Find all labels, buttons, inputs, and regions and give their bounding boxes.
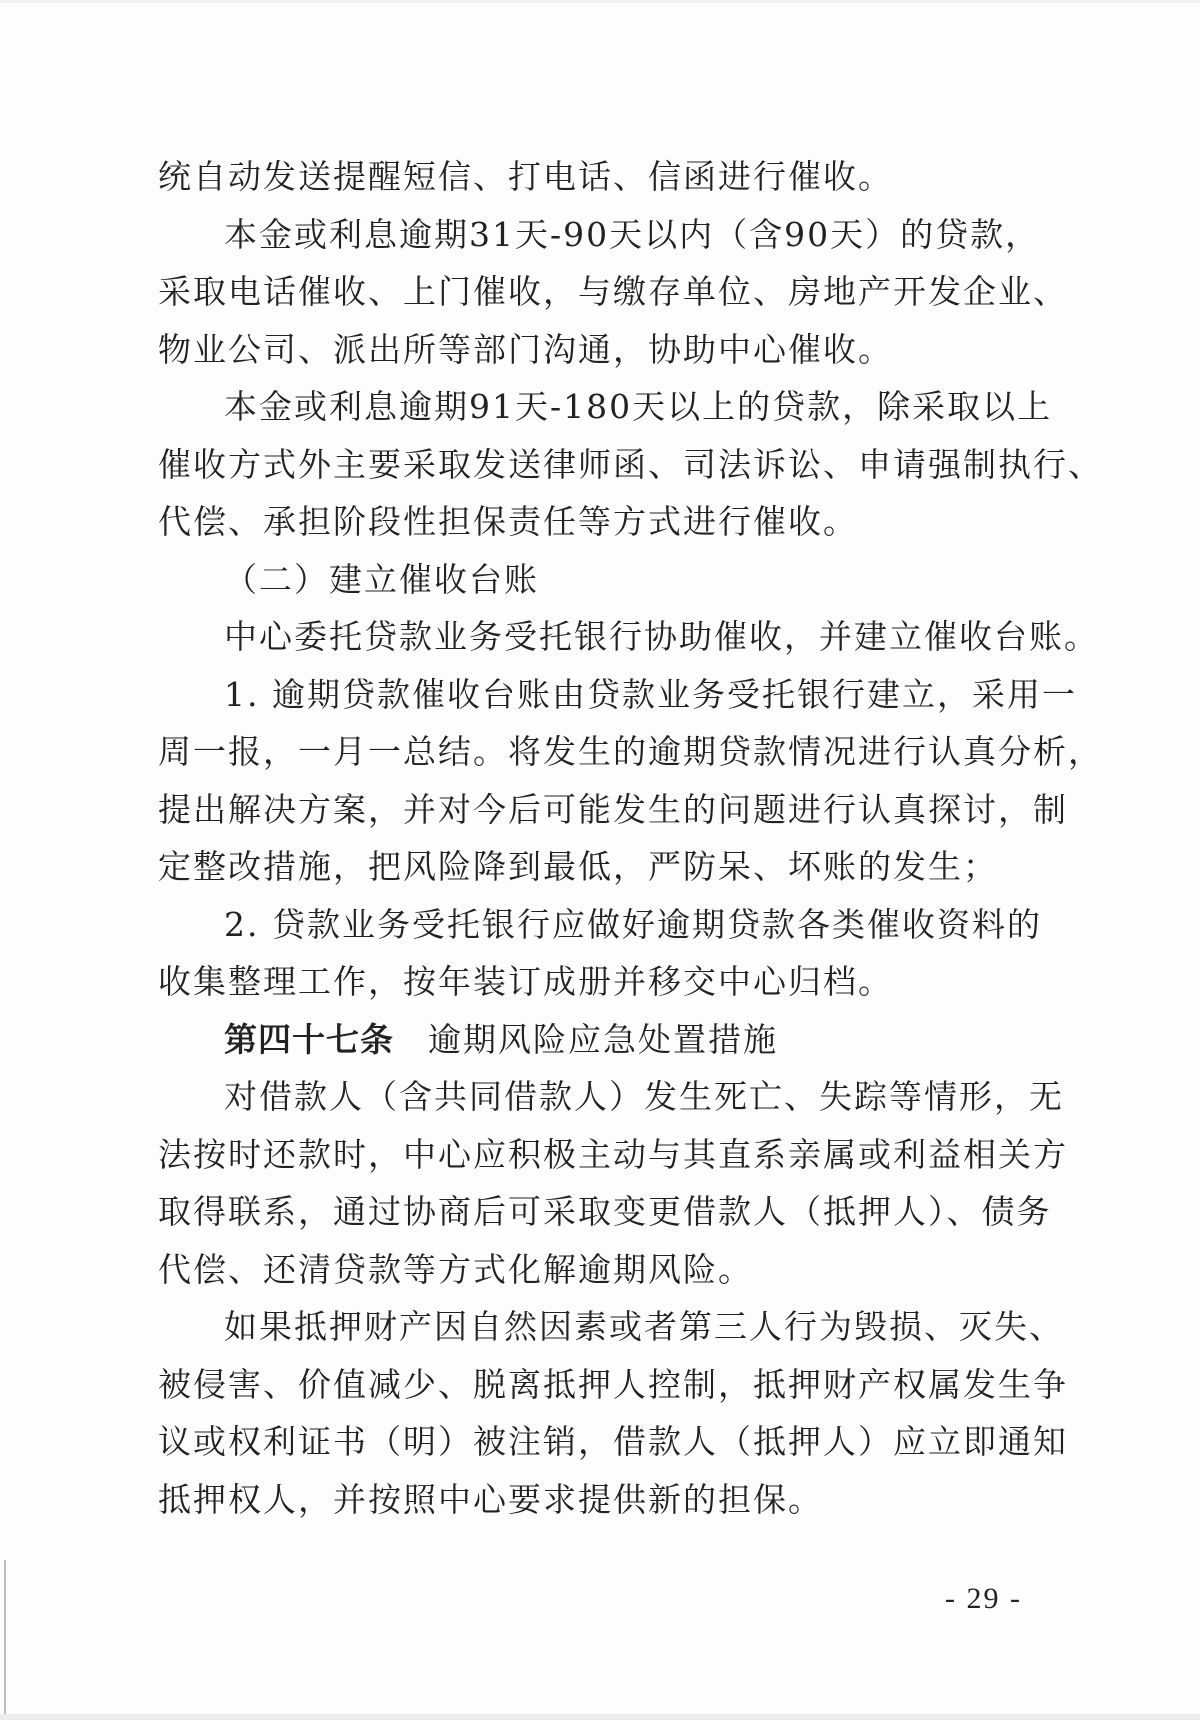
text-line: 本金或利息逾期31天-90天以内（含90天）的贷款， bbox=[224, 214, 1041, 254]
text-line: 如果抵押财产因自然因素或者第三人行为毁损、灭失、 bbox=[224, 1307, 1064, 1346]
text-line: 抵押权人，并按照中心要求提供新的担保。 bbox=[158, 1479, 823, 1519]
text-line: 议或权利证书（明）被注销，借款人（抵押人）应立即通知 bbox=[158, 1422, 1068, 1461]
document-body bbox=[158, 148, 1103, 1528]
text-line: 统自动发送提醒短信、打电话、信函进行催收。 bbox=[158, 157, 893, 196]
page-number: - 29 - bbox=[945, 1582, 1022, 1615]
text-line: 被侵害、价值减少、脱离抵押人控制，抵押财产权属发生争 bbox=[158, 1364, 1068, 1404]
text-line: 提出解决方案，并对今后可能发生的问题进行认真探讨，制 bbox=[158, 789, 1068, 829]
text-line: 中心委托贷款业务受托银行协助催收，并建立催收台账。 bbox=[224, 617, 1099, 656]
text-line: 催收方式外主要采取发送律师函、司法诉讼、申请强制执行、 bbox=[158, 444, 1103, 484]
text-line: 采取电话催收、上门催收，与缴存单位、房地产开发企业、 bbox=[158, 272, 1068, 311]
text-line: 代偿、承担阶段性担保责任等方式进行催收。 bbox=[158, 502, 858, 541]
scan-edge-left bbox=[4, 1560, 6, 1720]
scan-edge-bottom bbox=[0, 1714, 1200, 1720]
scan-edge-top bbox=[0, 0, 1200, 3]
text-line: 对借款人（含共同借款人）发生死亡、失踪等情形，无 bbox=[224, 1077, 1064, 1116]
text-line: 定整改措施，把风险降到最低，严防呆、坏账的发生； bbox=[158, 847, 998, 886]
text-line: 取得联系，通过协商后可采取变更借款人（抵押人）、债务 bbox=[158, 1192, 1052, 1231]
text-line: 物业公司、派出所等部门沟通，协助中心催收。 bbox=[158, 329, 893, 369]
text-line: 1. 逾期贷款催收台账由贷款业务受托银行建立，采用一 bbox=[224, 674, 1077, 714]
text-line: 本金或利息逾期91天-180天以上的贷款，除采取以上 bbox=[224, 387, 1053, 426]
text-line: 代偿、还清贷款等方式化解逾期风险。 bbox=[158, 1249, 753, 1289]
text-line: 周一报，一月一总结。将发生的逾期贷款情况进行认真分析， bbox=[158, 732, 1103, 771]
article-heading bbox=[158, 1011, 1018, 1069]
text-line: 收集整理工作，按年装订成册并移交中心归档。 bbox=[158, 962, 893, 1001]
article-title: 逾期风险应急处置措施 bbox=[428, 1019, 778, 1059]
section-heading: （二）建立催收台账 bbox=[224, 559, 539, 599]
text-line: 2. 贷款业务受托银行应做好逾期贷款各类催收资料的 bbox=[224, 904, 1042, 944]
text-line: 法按时还款时，中心应积极主动与其直系亲属或利益相关方 bbox=[158, 1134, 1068, 1174]
article-label: 第四十七条 bbox=[224, 1019, 394, 1059]
